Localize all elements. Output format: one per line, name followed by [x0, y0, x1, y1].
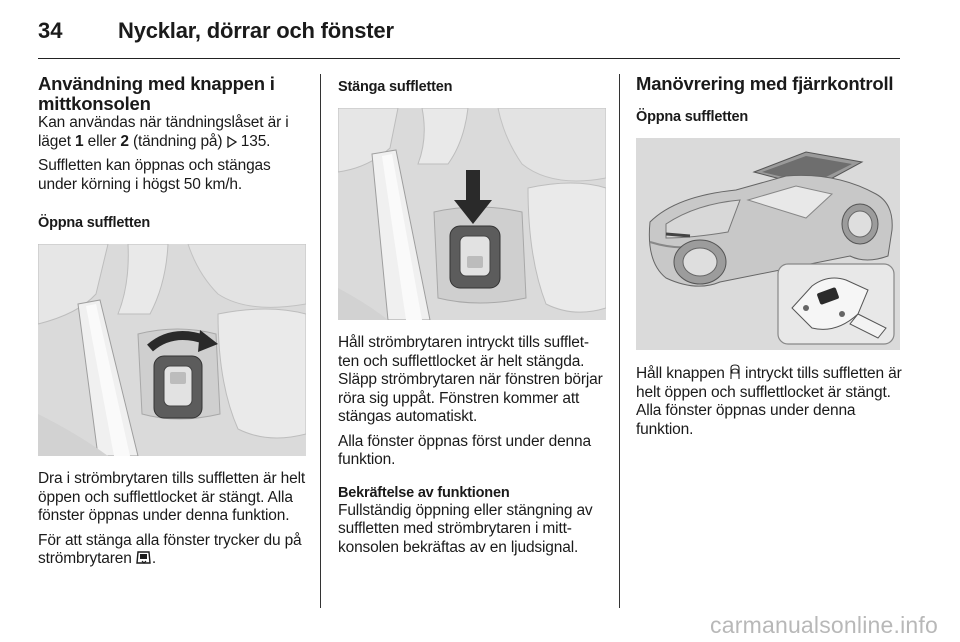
- illustration-press-switch: [338, 108, 606, 320]
- page-title: Nycklar, dörrar och fönster: [118, 18, 394, 43]
- subheading-open-roof-remote: Öppna suffletten: [636, 109, 748, 125]
- illustration-pull-switch: [38, 244, 306, 456]
- page-number: 34: [38, 18, 63, 43]
- watermark: carmanualsonline.info: [710, 612, 938, 638]
- paragraph-ignition: Kan användas när tändningslåset är i läget 1 eller 2 (tändning på) 135.: [38, 114, 289, 150]
- illustration-car-remote: [636, 138, 900, 350]
- convertible-roof-key-icon: [729, 364, 741, 380]
- paragraph-windows-first: Alla fönster öppnas först under denna funktion.: [338, 432, 591, 468]
- section-title-remote: Manövrering med fjärrkontroll: [636, 73, 894, 94]
- paragraph-close-windows: För att stänga alla fönster trycker du på strömbrytaren .: [38, 531, 302, 567]
- column-divider-1: [320, 74, 321, 608]
- paragraph-speed: Suffletten kan öppnas och stängas under körning i högst 50 km/h.: [38, 157, 271, 193]
- subheading-open-roof: Öppna suffletten: [38, 215, 150, 231]
- page-header: [38, 18, 900, 60]
- paragraph-hold-switch: Håll strömbrytaren intryckt tills sufflet-ten och sufflettlocket är helt stängda. Släpp strömbrytaren när fönstren börjar röra sig uppåt. Fönstren kommer att stängas automatiskt.: [338, 334, 603, 425]
- window-switch-icon: [136, 550, 152, 565]
- column-divider-2: [619, 74, 620, 608]
- paragraph-pull-switch: Dra i strömbrytaren tills suffletten är helt öppen och sufflettlocket är stängt. Alla fönster öppnas under denna funktion.: [38, 470, 306, 524]
- column-3: [636, 74, 904, 439]
- subheading-confirmation: Bekräftelse av funktionen: [338, 484, 510, 501]
- paragraph-confirmation: Fullständig öppning eller stängning av suffletten med strömbrytaren i mitt-konsolen bekräftas av en ljudsignal.: [338, 501, 593, 556]
- header-rule: [38, 58, 900, 59]
- column-2: [338, 78, 606, 557]
- subheading-close-roof: Stänga suffletten: [338, 79, 453, 95]
- paragraph-remote-hold: Håll knappen intryckt tills suffletten är helt öppen och sufflettlocket är stängt. Alla fönster öppnas under denna funktion.: [636, 365, 902, 438]
- triangle-reference-icon: [227, 136, 237, 148]
- section-title-console: Användning med knappen i mittkonsolen: [38, 73, 275, 114]
- column-1: [38, 74, 306, 569]
